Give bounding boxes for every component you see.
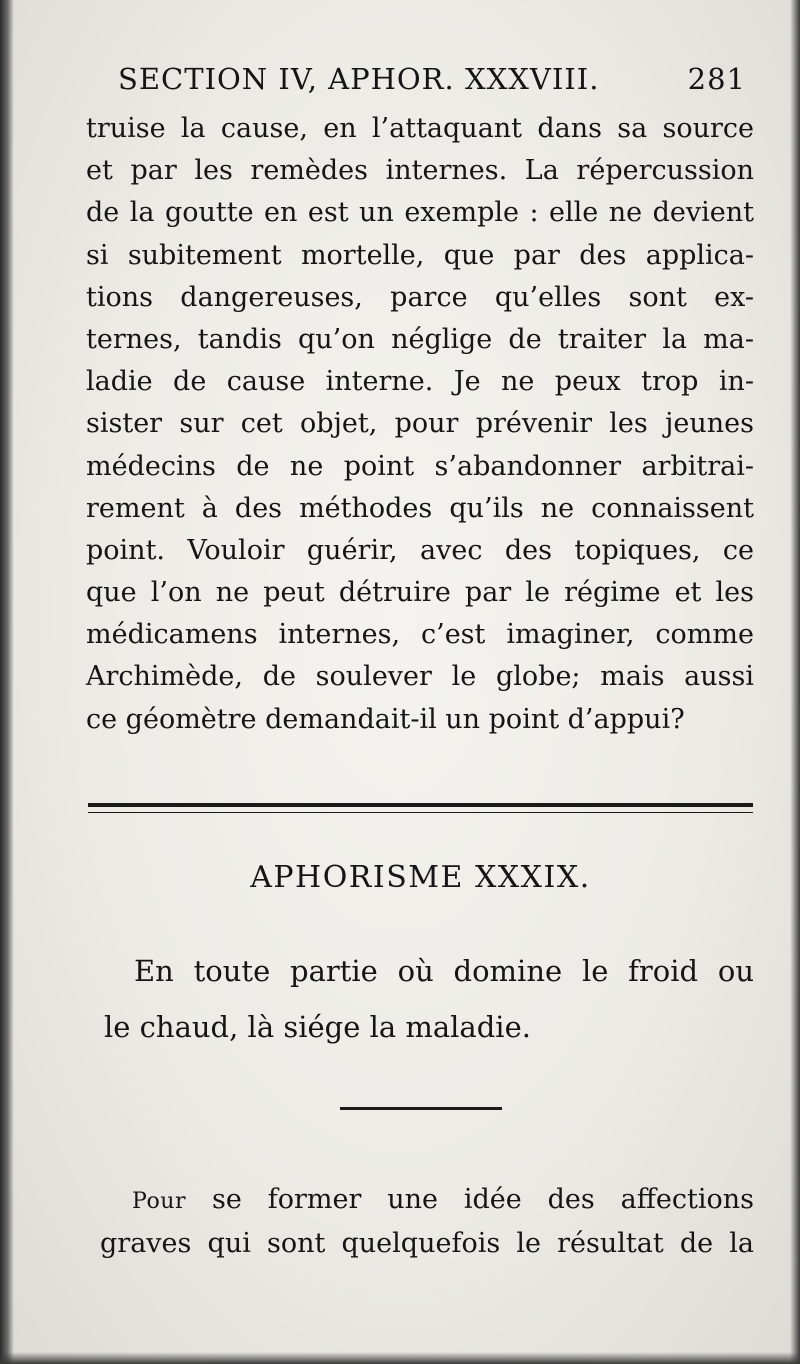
aphorism-heading: APHORISME XXXIX. [250,860,591,895]
small-caps-opening-word: Pour [132,1188,187,1214]
section-divider-double-rule [88,803,753,817]
running-title: SECTION IV, APHOR. XXXVIII. [118,62,600,96]
text-line: médicamens internes, c’est imaginer, comme [86,619,754,651]
text-line: sister sur cet objet, pour prévenir les jeunes [86,408,754,440]
page-number: 281 [687,62,746,96]
text-line: ternes, tandis qu’on néglige de traiter la ma- [86,323,754,355]
commentary-first-line-text: se former une idée des affections [186,1184,754,1215]
paragraph-continuation [86,108,754,741]
commentary-first-line [100,1178,754,1222]
page-header [118,62,746,102]
aphorism-line: le chaud, là siége la maladie. [104,1010,531,1044]
page-gutter-shadow [0,0,14,1364]
thin-rule [88,812,753,813]
text-line: de la goutte en est un exemple : elle ne devient [86,197,754,229]
text-line: ce géomètre demandait-il un point d’appui? [86,703,685,735]
text-line: point. Vouloir guérir, avec des topiques, ce [86,534,754,566]
text-line: si subitement mortelle, que par des applica- [86,239,754,271]
text-line: graves qui sont quelquefois le résultat de la [100,1228,754,1259]
page-edge-shadow [790,0,800,1364]
short-divider-rule [340,1107,502,1110]
text-line: médecins de ne point s’abandonner arbitrai- [86,450,754,482]
aphorism-line: En toute partie où domine le froid ou [134,954,754,988]
text-line: Archimède, de soulever le globe; mais aussi [86,661,754,693]
commentary-paragraph [100,1178,754,1266]
aphorism-text [104,943,754,1055]
text-line: rement à des méthodes qu’ils ne connaissent [86,492,754,524]
page-bottom-shadow [0,1352,800,1364]
thick-rule [88,803,753,807]
text-line: truise la cause, en l’attaquant dans sa source [86,113,754,144]
text-line: et par les remèdes internes. La répercussion [86,155,754,187]
text-line: tions dangereuses, parce qu’elles sont ex- [86,281,754,313]
text-line: ladie de cause interne. Je ne peux trop in- [86,366,754,398]
text-line: que l’on ne peut détruire par le régime et les [86,577,754,609]
